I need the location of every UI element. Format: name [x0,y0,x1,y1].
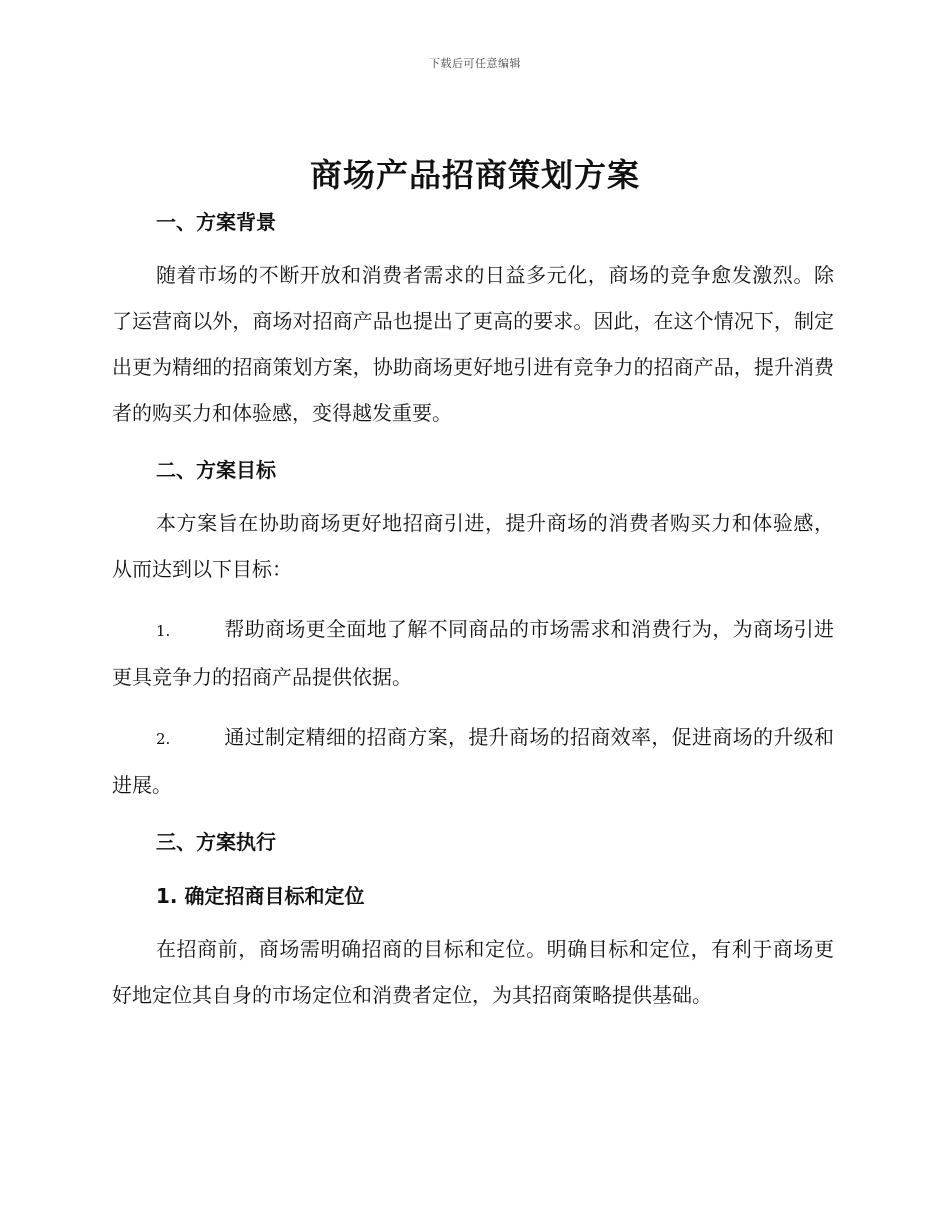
header-note: 下载后可任意编辑 [429,57,521,70]
section-heading-background: 一、方案背景 [156,210,276,234]
execution-paragraph: 在招商前，商场需明确招商的目标和定位。明确目标和定位，有利于商场更好地定位其自身的市场定位和消费者定位，为其招商策略提供基础。 [112,937,834,1007]
goal-list-item [112,606,834,700]
list-item-text: 帮助商场更全面地了解不同商品的市场需求和消费行为，为商场引进更具竞争力的招商产品提供依据。 [112,617,834,689]
list-number: 1. [156,622,171,640]
document-title: 商场产品招商策划方案 [309,156,640,194]
subsection-heading: 1. 确定招商目标和定位 [156,884,365,908]
goal-list-item [112,714,834,808]
section-heading-execution: 三、方案执行 [156,830,276,854]
document-body [112,202,834,1018]
background-paragraph: 随着市场的不断开放和消费者需求的日益多元化，商场的竞争愈发激烈。除了运营商以外，商场对招商产品也提出了更高的要求。因此，在这个情况下，制定出更为精细的招商策划方案，协助商场更好地引进有竞争力的招商产品，提升消费者的购买力和体验感，变得越发重要。 [112,263,834,425]
list-item-text: 通过制定精细的招商方案，提升商场的招商效率，促进商场的升级和进展。 [112,725,834,797]
list-number: 2. [156,730,171,748]
goals-paragraph: 本方案旨在协助商场更好地招商引进，提升商场的消费者购买力和体验感，从而达到以下目标： [112,511,834,581]
section-heading-goals: 二、方案目标 [156,458,276,482]
